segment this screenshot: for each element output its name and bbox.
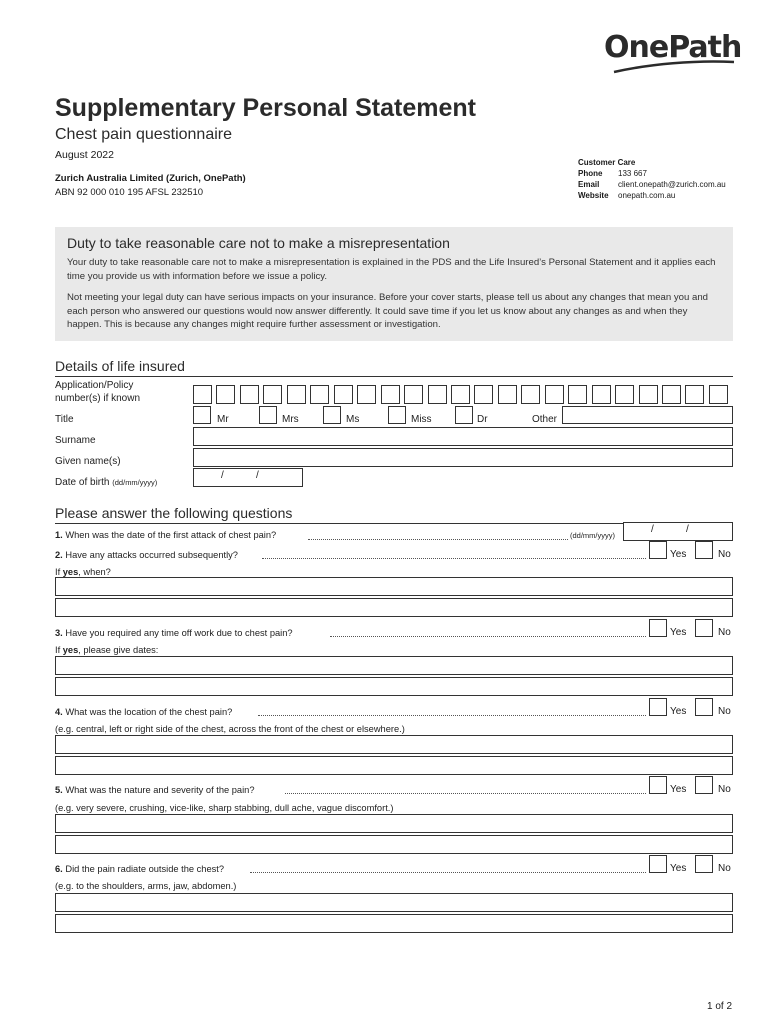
q6-no-checkbox[interactable]: [695, 855, 713, 873]
dob-field[interactable]: [193, 468, 303, 487]
application-number-box[interactable]: [428, 385, 447, 404]
title-ms-checkbox[interactable]: [323, 406, 341, 424]
application-number-box[interactable]: [615, 385, 634, 404]
q5-hint: (e.g. very severe, crushing, vice-like, sharp stabbing, dull ache, vague discomfort.): [55, 803, 394, 813]
title-dr-checkbox[interactable]: [455, 406, 473, 424]
q6-hint: (e.g. to the shoulders, arms, jaw, abdomen.): [55, 881, 237, 891]
logo-swoosh-icon: [600, 28, 740, 78]
q2-answer-line-1[interactable]: [55, 577, 733, 596]
document-date: August 2022: [55, 149, 114, 161]
surname-field[interactable]: [193, 427, 733, 446]
application-number-box[interactable]: [404, 385, 423, 404]
q2-yes-label: Yes: [670, 549, 687, 560]
application-number-box[interactable]: [521, 385, 540, 404]
title-mrs-checkbox[interactable]: [259, 406, 277, 424]
dob-slash-2: /: [256, 470, 259, 481]
dob-hint: (dd/mm/yyyy): [112, 478, 158, 487]
application-number-box[interactable]: [263, 385, 282, 404]
q6-text: 6. Did the pain radiate outside the chest?: [55, 864, 225, 874]
page-subtitle: Chest pain questionnaire: [55, 126, 233, 143]
duty-paragraph-1: Your duty to take reasonable care not to make a misrepresentation is explained in the PDS and the Life Insured’s Personal Statement and it applies each time you provide us with information before we issue a policy.: [67, 257, 716, 282]
q1-leader: [308, 539, 568, 540]
application-number-box[interactable]: [592, 385, 611, 404]
application-number-box[interactable]: [310, 385, 329, 404]
logo-text: OnePath: [604, 30, 742, 65]
page-title: Supplementary Personal Statement: [55, 94, 476, 122]
q3-follow-label: If yes, please give dates:: [55, 645, 159, 655]
application-number-box[interactable]: [216, 385, 235, 404]
q5-answer-line-2[interactable]: [55, 835, 733, 854]
q4-yes-label: Yes: [670, 706, 687, 717]
application-number-box[interactable]: [334, 385, 353, 404]
q5-text: 5. What was the nature and severity of the pain?: [55, 785, 255, 795]
details-heading: Details of life insured: [55, 358, 185, 374]
title-mr-checkbox[interactable]: [193, 406, 211, 424]
q3-answer-line-2[interactable]: [55, 677, 733, 696]
phone-label: Phone: [578, 169, 603, 178]
application-number-box[interactable]: [545, 385, 564, 404]
surname-label: Surname: [55, 435, 96, 446]
application-number-box[interactable]: [498, 385, 517, 404]
given-names-label: Given name(s): [55, 456, 121, 467]
q6-leader: [250, 872, 646, 873]
q5-yes-label: Yes: [670, 784, 687, 795]
application-number-box[interactable]: [639, 385, 658, 404]
application-number-box[interactable]: [474, 385, 493, 404]
website-label: Website: [578, 191, 609, 200]
q1-slash-1: /: [651, 524, 654, 535]
q1-text: 1. When was the date of the first attack of chest pain?: [55, 530, 277, 540]
q4-yes-checkbox[interactable]: [649, 698, 667, 716]
title-mrs-label: Mrs: [282, 414, 299, 425]
q4-hint: (e.g. central, left or right side of the chest, across the front of the chest or elsewhere.): [55, 724, 405, 734]
application-number-box[interactable]: [357, 385, 376, 404]
q4-leader: [258, 715, 646, 716]
q2-no-label: No: [718, 549, 731, 560]
q3-answer-line-1[interactable]: [55, 656, 733, 675]
questions-heading: Please answer the following questions: [55, 505, 293, 521]
q6-no-label: No: [718, 863, 731, 874]
application-number-box[interactable]: [568, 385, 587, 404]
customer-care-heading: Customer Care: [578, 158, 636, 167]
duty-notice-box: [55, 227, 733, 341]
q5-leader: [285, 793, 646, 794]
application-number-boxes: [193, 385, 733, 404]
application-number-label: Application/Policy number(s) if known: [55, 380, 141, 404]
dob-label: Date of birth (dd/mm/yyyy): [55, 477, 158, 488]
q2-leader: [262, 558, 646, 559]
phone-value: 133 667: [618, 169, 647, 178]
q2-text: 2. Have any attacks occurred subsequently?: [55, 550, 238, 560]
dob-slash-1: /: [221, 470, 224, 481]
q3-yes-label: Yes: [670, 627, 687, 638]
title-other-label: Other: [532, 414, 558, 425]
given-names-field[interactable]: [193, 448, 733, 467]
page-number: 1 of 2: [707, 1001, 733, 1012]
customer-care-block: [578, 157, 726, 201]
application-number-box[interactable]: [709, 385, 728, 404]
q1-date-field[interactable]: [623, 522, 733, 541]
q4-no-checkbox[interactable]: [695, 698, 713, 716]
title-miss-label: Miss: [411, 414, 432, 425]
title-label: Title: [55, 414, 74, 425]
q3-no-label: No: [718, 627, 731, 638]
website-link[interactable]: onepath.com.au: [618, 191, 676, 200]
title-other-field[interactable]: [562, 406, 733, 424]
email-label: Email: [578, 180, 600, 189]
application-number-box[interactable]: [287, 385, 306, 404]
q3-text: 3. Have you required any time off work due to chest pain?: [55, 628, 293, 638]
application-number-box[interactable]: [381, 385, 400, 404]
q3-yes-checkbox[interactable]: [649, 619, 667, 637]
email-link[interactable]: client.onepath@zurich.com.au: [618, 180, 726, 189]
q4-text: 4. What was the location of the chest pain?: [55, 707, 233, 717]
q6-yes-label: Yes: [670, 863, 687, 874]
q6-answer-line-2[interactable]: [55, 914, 733, 933]
q2-follow-label: If yes, when?: [55, 567, 111, 577]
q2-no-checkbox[interactable]: [695, 541, 713, 559]
q5-no-checkbox[interactable]: [695, 776, 713, 794]
company-abn: ABN 92 000 010 195 AFSL 232510: [55, 187, 204, 198]
details-divider: [55, 376, 733, 377]
q2-answer-line-2[interactable]: [55, 598, 733, 617]
title-dr-label: Dr: [477, 414, 488, 425]
q3-leader: [330, 636, 646, 637]
application-number-box[interactable]: [451, 385, 470, 404]
q1-hint: (dd/mm/yyyy): [570, 531, 615, 540]
q3-no-checkbox[interactable]: [695, 619, 713, 637]
application-number-box[interactable]: [662, 385, 681, 404]
q6-yes-checkbox[interactable]: [649, 855, 667, 873]
application-number-box[interactable]: [240, 385, 259, 404]
q1-slash-2: /: [686, 524, 689, 535]
application-number-box[interactable]: [193, 385, 212, 404]
q5-yes-checkbox[interactable]: [649, 776, 667, 794]
q2-yes-checkbox[interactable]: [649, 541, 667, 559]
q5-answer-line-1[interactable]: [55, 814, 733, 833]
title-ms-label: Ms: [346, 414, 360, 425]
company-name: Zurich Australia Limited (Zurich, OnePath): [55, 173, 246, 184]
q6-answer-line-1[interactable]: [55, 893, 733, 912]
title-mr-label: Mr: [217, 414, 229, 425]
application-number-box[interactable]: [685, 385, 704, 404]
q4-answer-line-1[interactable]: [55, 735, 733, 754]
duty-paragraph-2: Not meeting your legal duty can have serious impacts on your insurance. Before your cover starts, please tell us about any changes that mean you and each person who answered our questions would now answer differently. It could save time if you let us know about any changes as and when they happen. This is because any changes might require further assessment or investigation.: [67, 292, 709, 330]
title-miss-checkbox[interactable]: [388, 406, 406, 424]
q4-no-label: No: [718, 706, 731, 717]
duty-title: Duty to take reasonable care not to make a misrepresentation: [67, 235, 450, 251]
q5-no-label: No: [718, 784, 731, 795]
q4-answer-line-2[interactable]: [55, 756, 733, 775]
onepath-logo: [600, 28, 740, 78]
